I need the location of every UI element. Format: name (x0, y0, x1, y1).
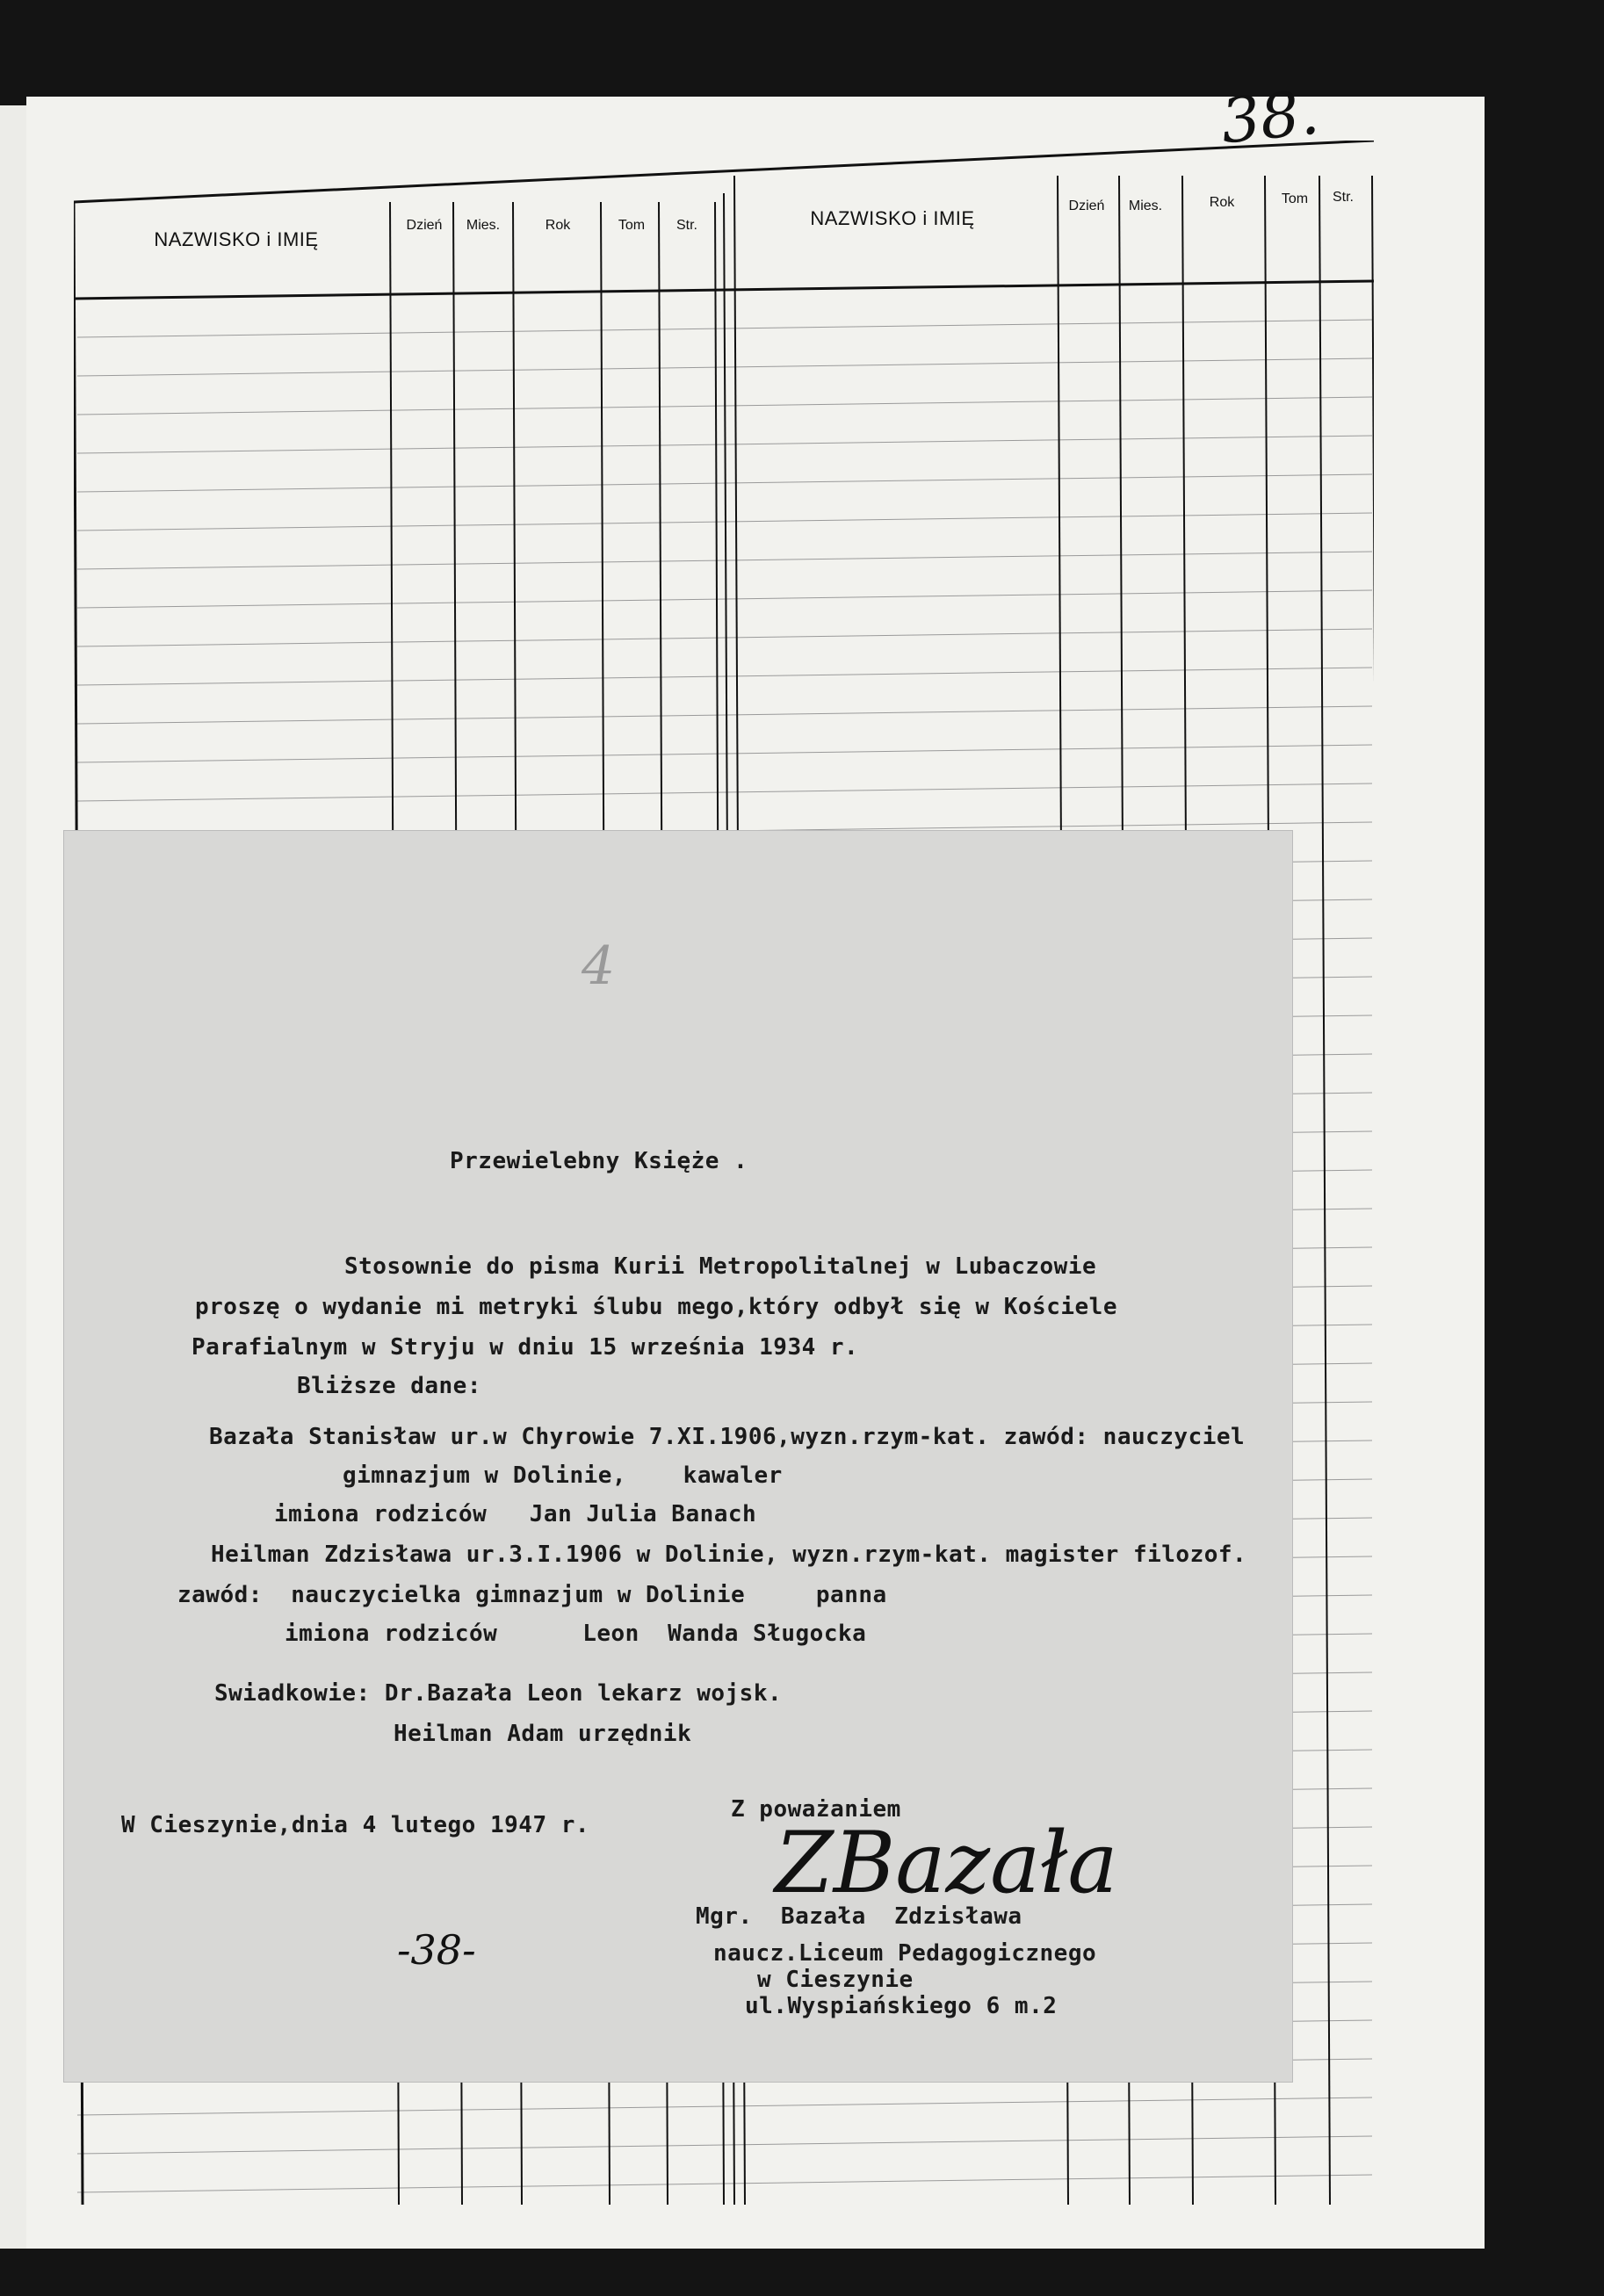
left-header-month: Mies. (466, 218, 501, 233)
page-mark: -38- (397, 1926, 476, 1974)
right-header-volume: Tom (1281, 191, 1309, 206)
right-header-page: Str. (1332, 190, 1354, 205)
body-line: Bliższe dane: (297, 1373, 481, 1399)
pencil-mark: 4 (582, 935, 616, 997)
typed-letter (63, 830, 1293, 2083)
ruled-line (77, 706, 1372, 724)
body-line: Stosownie do pisma Kurii Metropolitalnej w Lubaczowie (344, 1253, 1097, 1280)
closing: Z poważaniem (731, 1796, 901, 1823)
body-line: proszę o wydanie mi metryki ślubu mego,który odbył się w Kościele (195, 1294, 1117, 1320)
bride-line: Heilman Zdzisława ur.3.I.1906 w Dolinie, wyzn.rzym-kat. magister filozof. (211, 1541, 1247, 1568)
body-line: Parafialnym w Stryju w dniu 15 września 1934 r. (191, 1334, 859, 1361)
right-header-month: Mies. (1128, 199, 1163, 213)
ruled-line (77, 2175, 1372, 2192)
signer-line: Mgr. Bazała Zdzisława (696, 1903, 1022, 1930)
left-header-day: Dzień (406, 218, 443, 233)
signer-line: ul.Wyspiańskiego 6 m.2 (745, 1993, 1058, 2019)
right-header-year: Rok (1209, 195, 1235, 210)
left-header-volume: Tom (618, 218, 646, 233)
ledger-top-border (74, 141, 1374, 202)
left-header-name: NAZWISKO i IMIĘ (154, 228, 319, 250)
salutation: Przewielebny Księże . (450, 1148, 748, 1174)
bride-line: zawód: nauczycielka gimnazjum w Dolinie panna (177, 1582, 887, 1608)
left-header-year: Rok (545, 218, 571, 233)
groom-line: Bazała Stanisław ur.w Chyrowie 7.XI.1906,wyzn.rzym-kat. zawód: nauczyciel (209, 1424, 1246, 1450)
signer-line: naucz.Liceum Pedagogicznego (713, 1940, 1097, 1967)
ruled-line (77, 629, 1372, 646)
ruled-line (77, 2097, 1372, 2115)
groom-line: gimnazjum w Dolinie, kawaler (343, 1462, 783, 1489)
folio-number: 38. (1217, 76, 1323, 158)
right-header-day: Dzień (1068, 199, 1105, 213)
ruled-line (77, 783, 1372, 801)
ruled-line (77, 552, 1372, 569)
ruled-line (77, 590, 1372, 608)
column-rule (1319, 176, 1330, 2205)
column-rule (1372, 176, 1374, 2205)
ruled-line (77, 745, 1372, 762)
place-date: W Cieszynie,dnia 4 lutego 1947 r. (121, 1812, 590, 1838)
witness-line: Heilman Adam urzędnik (394, 1721, 692, 1747)
ruled-line (77, 2136, 1372, 2154)
left-header-page: Str. (676, 218, 697, 233)
signature: ZBazała (775, 1814, 1118, 1912)
right-header-name: NAZWISKO i IMIĘ (810, 207, 975, 229)
signer-line: w Cieszynie (757, 1967, 914, 1993)
witness-line: Swiadkowie: Dr.Bazała Leon lekarz wojsk. (214, 1680, 783, 1707)
ruled-line (77, 668, 1372, 685)
groom-line: imiona rodziców Jan Julia Banach (274, 1501, 757, 1527)
bride-line: imiona rodziców Leon Wanda Sługocka (285, 1621, 867, 1647)
